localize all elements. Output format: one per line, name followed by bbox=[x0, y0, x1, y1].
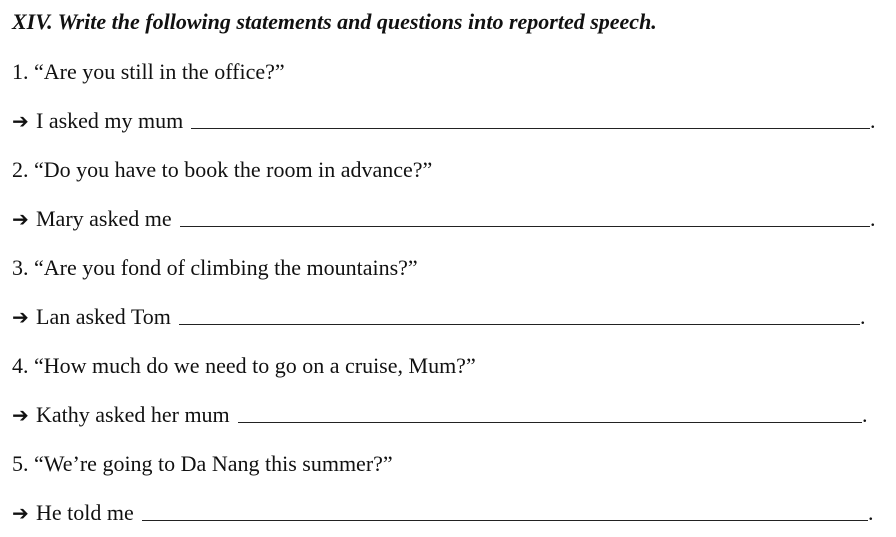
answer-row-4 bbox=[12, 401, 870, 429]
answer-blank-4[interactable] bbox=[238, 404, 862, 423]
answer-period-4: . bbox=[862, 402, 868, 427]
answer-blank-1[interactable] bbox=[191, 110, 870, 129]
question-4: 4. “How much do we need to go on a cruise, Mum?” bbox=[12, 353, 476, 378]
answer-prefix-2: Mary asked me bbox=[36, 206, 172, 231]
answer-period-3: . bbox=[860, 304, 866, 329]
question-3: 3. “Are you fond of climbing the mountains?” bbox=[12, 255, 418, 280]
right-arrow-icon: ➔ bbox=[12, 207, 29, 231]
right-arrow-icon: ➔ bbox=[12, 501, 29, 525]
question-5: 5. “We’re going to Da Nang this summer?” bbox=[12, 451, 393, 476]
answer-row-1 bbox=[12, 107, 878, 135]
right-arrow-icon: ➔ bbox=[12, 403, 29, 427]
answer-row-2 bbox=[12, 205, 878, 233]
answer-blank-2[interactable] bbox=[180, 208, 870, 227]
answer-prefix-1: I asked my mum bbox=[36, 108, 184, 133]
right-arrow-icon: ➔ bbox=[12, 109, 29, 133]
answer-prefix-5: He told me bbox=[36, 500, 134, 525]
question-2: 2. “Do you have to book the room in advance?” bbox=[12, 157, 433, 182]
answer-period-2: . bbox=[870, 206, 876, 231]
right-arrow-icon: ➔ bbox=[12, 305, 29, 329]
answer-row-3 bbox=[12, 303, 868, 331]
answer-period-5: . bbox=[868, 500, 874, 525]
exercise-heading: XIV. Write the following statements and questions into reported speech. bbox=[12, 9, 657, 34]
answer-prefix-4: Kathy asked her mum bbox=[36, 402, 230, 427]
answer-prefix-3: Lan asked Tom bbox=[36, 304, 171, 329]
answer-blank-3[interactable] bbox=[179, 306, 860, 325]
answer-row-5 bbox=[12, 499, 876, 527]
answer-blank-5[interactable] bbox=[142, 502, 868, 521]
answer-period-1: . bbox=[870, 108, 876, 133]
question-1: 1. “Are you still in the office?” bbox=[12, 59, 285, 84]
